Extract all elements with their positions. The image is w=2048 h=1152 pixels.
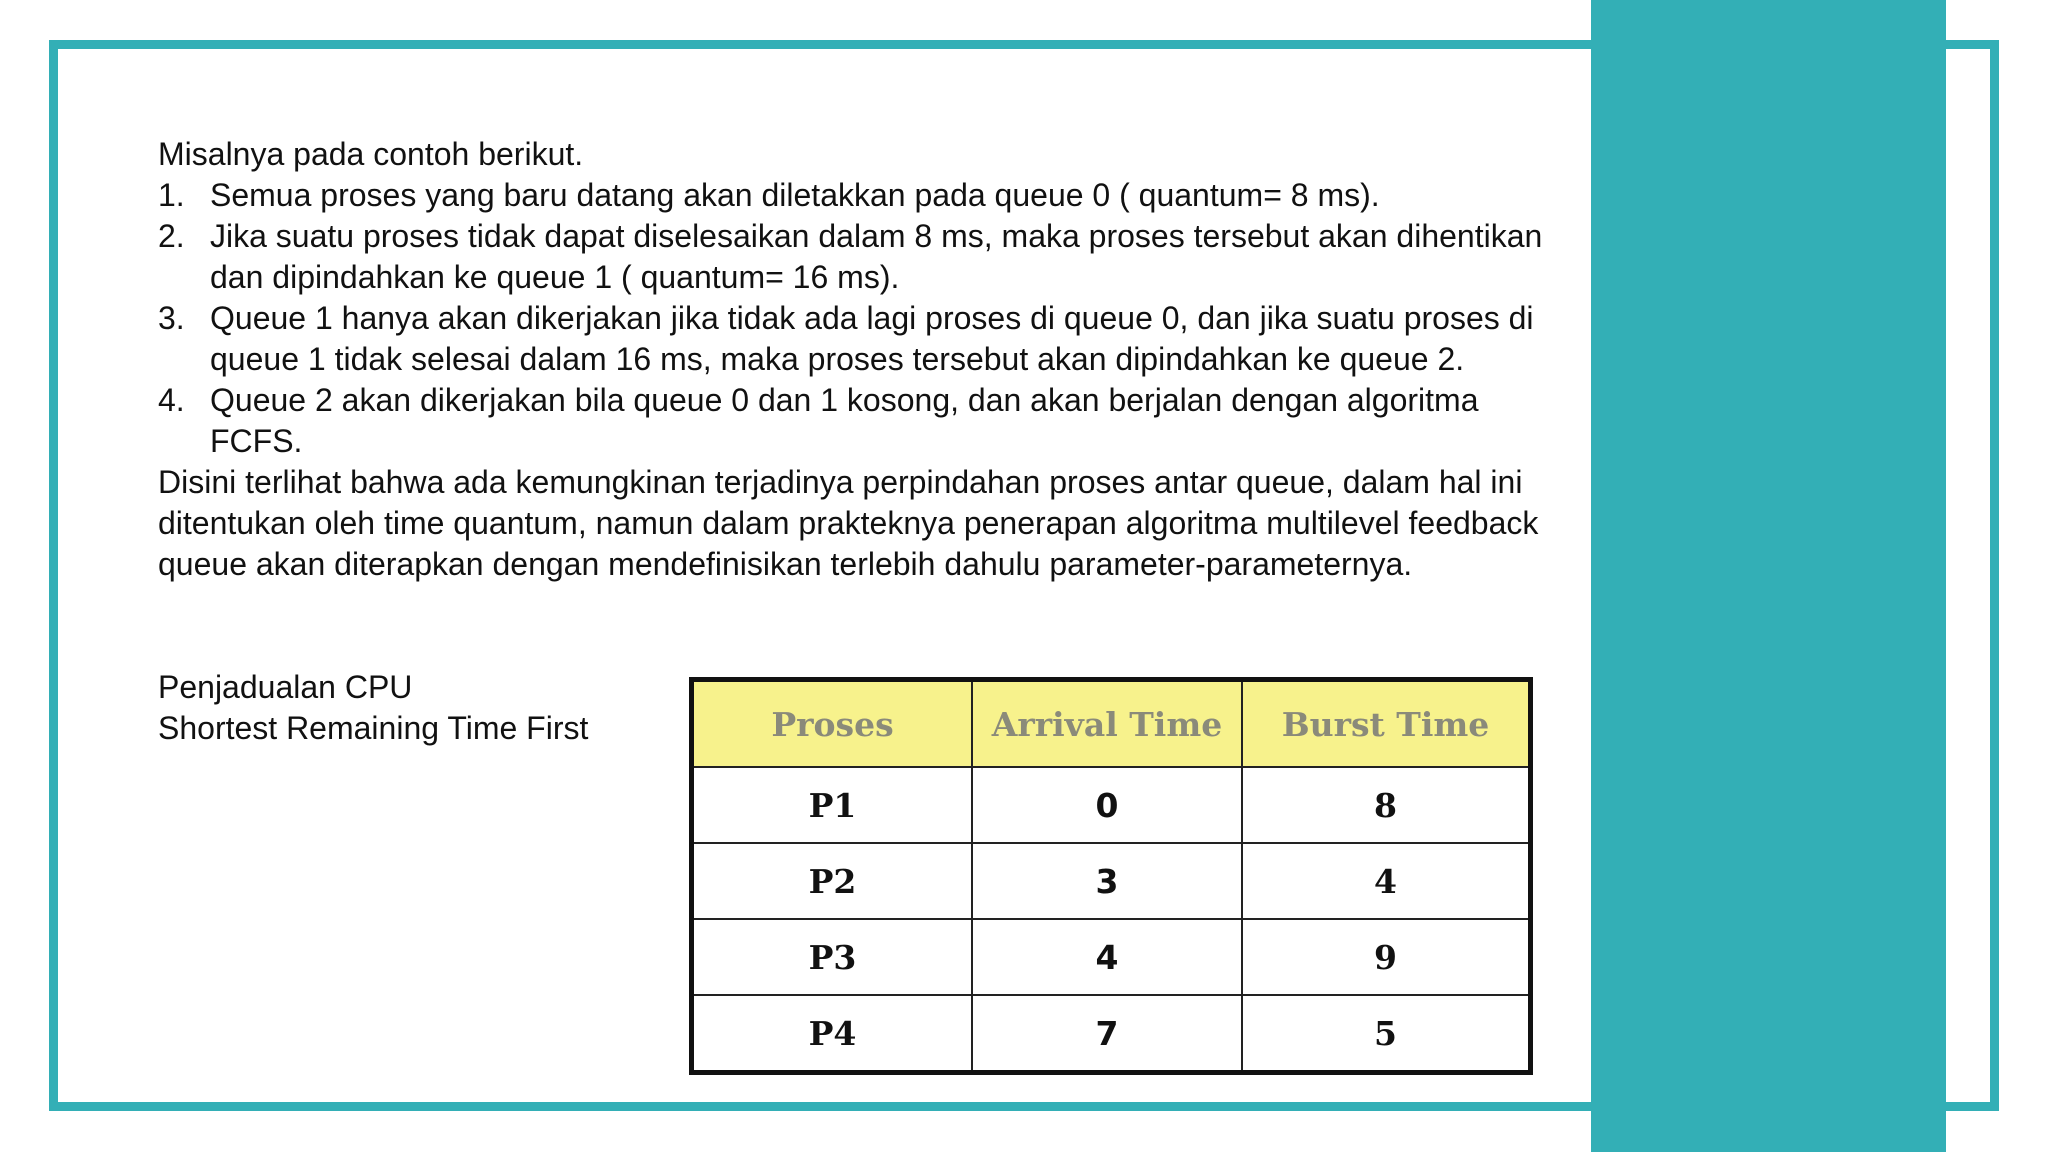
list-item [158,216,1578,298]
burst-time-cell: 5 [1242,995,1531,1073]
column-header-burst-time: Burst Time [1242,680,1531,768]
list-item [158,175,1578,216]
arrival-time-cell: 3 [972,843,1242,919]
list-item-number: 3. [158,300,185,336]
queue-rules-list [158,175,1578,462]
arrival-time-cell: 0 [972,767,1242,843]
process-table-container [689,677,1533,1061]
process-table [689,677,1533,1075]
section-heading-srtf: Shortest Remaining Time First [158,710,589,746]
table-row [692,919,1531,995]
process-name-cell: P4 [692,995,973,1073]
list-item-text: Queue 1 hanya akan dikerjakan jika tidak ada lagi proses di queue 0, dan jika suatu proses di queue 1 tidak selesai dalam 16 ms, maka proses tersebut akan dipindahkan ke queue 2. [210,300,1534,377]
column-header-arrival-time: Arrival Time [972,680,1242,768]
process-name-cell: P2 [692,843,973,919]
list-item [158,298,1578,380]
burst-time-cell: 9 [1242,919,1531,995]
list-item-text: Jika suatu proses tidak dapat diselesaikan dalam 8 ms, maka proses tersebut akan dihentikan dan dipindahkan ke queue 1 ( quantum= 16 ms). [210,218,1543,295]
list-item-text: Queue 2 akan dikerjakan bila queue 0 dan 1 kosong, dan akan berjalan dengan algoritma FCFS. [210,382,1479,459]
table-header-row [692,680,1531,768]
process-name-cell: P1 [692,767,973,843]
section-labels [158,667,588,749]
column-header-proses: Proses [692,680,973,768]
list-item-text: Semua proses yang baru datang akan diletakkan pada queue 0 ( quantum= 8 ms). [210,177,1380,213]
burst-time-cell: 4 [1242,843,1531,919]
list-item-number: 2. [158,218,185,254]
table-row [692,767,1531,843]
arrival-time-cell: 4 [972,919,1242,995]
list-item-number: 4. [158,382,185,418]
table-row [692,843,1531,919]
teal-accent-bar [1591,0,1946,1152]
burst-time-cell: 8 [1242,767,1531,843]
list-item [158,380,1578,462]
table-row [692,995,1531,1073]
process-name-cell: P3 [692,919,973,995]
slide-body [158,134,1578,585]
arrival-time-cell: 7 [972,995,1242,1073]
explanation-paragraph: Disini terlihat bahwa ada kemungkinan terjadinya perpindahan proses antar queue, dalam hal ini ditentukan oleh time quantum, namun dalam prakteknya penerapan algoritma multilevel feedback queue akan diterapkan dengan mendefinisikan terlebih dahulu parameter-parameternya. [158,464,1539,582]
list-item-number: 1. [158,177,185,213]
intro-text: Misalnya pada contoh berikut. [158,136,584,172]
section-heading-cpu: Penjadualan CPU [158,669,413,705]
